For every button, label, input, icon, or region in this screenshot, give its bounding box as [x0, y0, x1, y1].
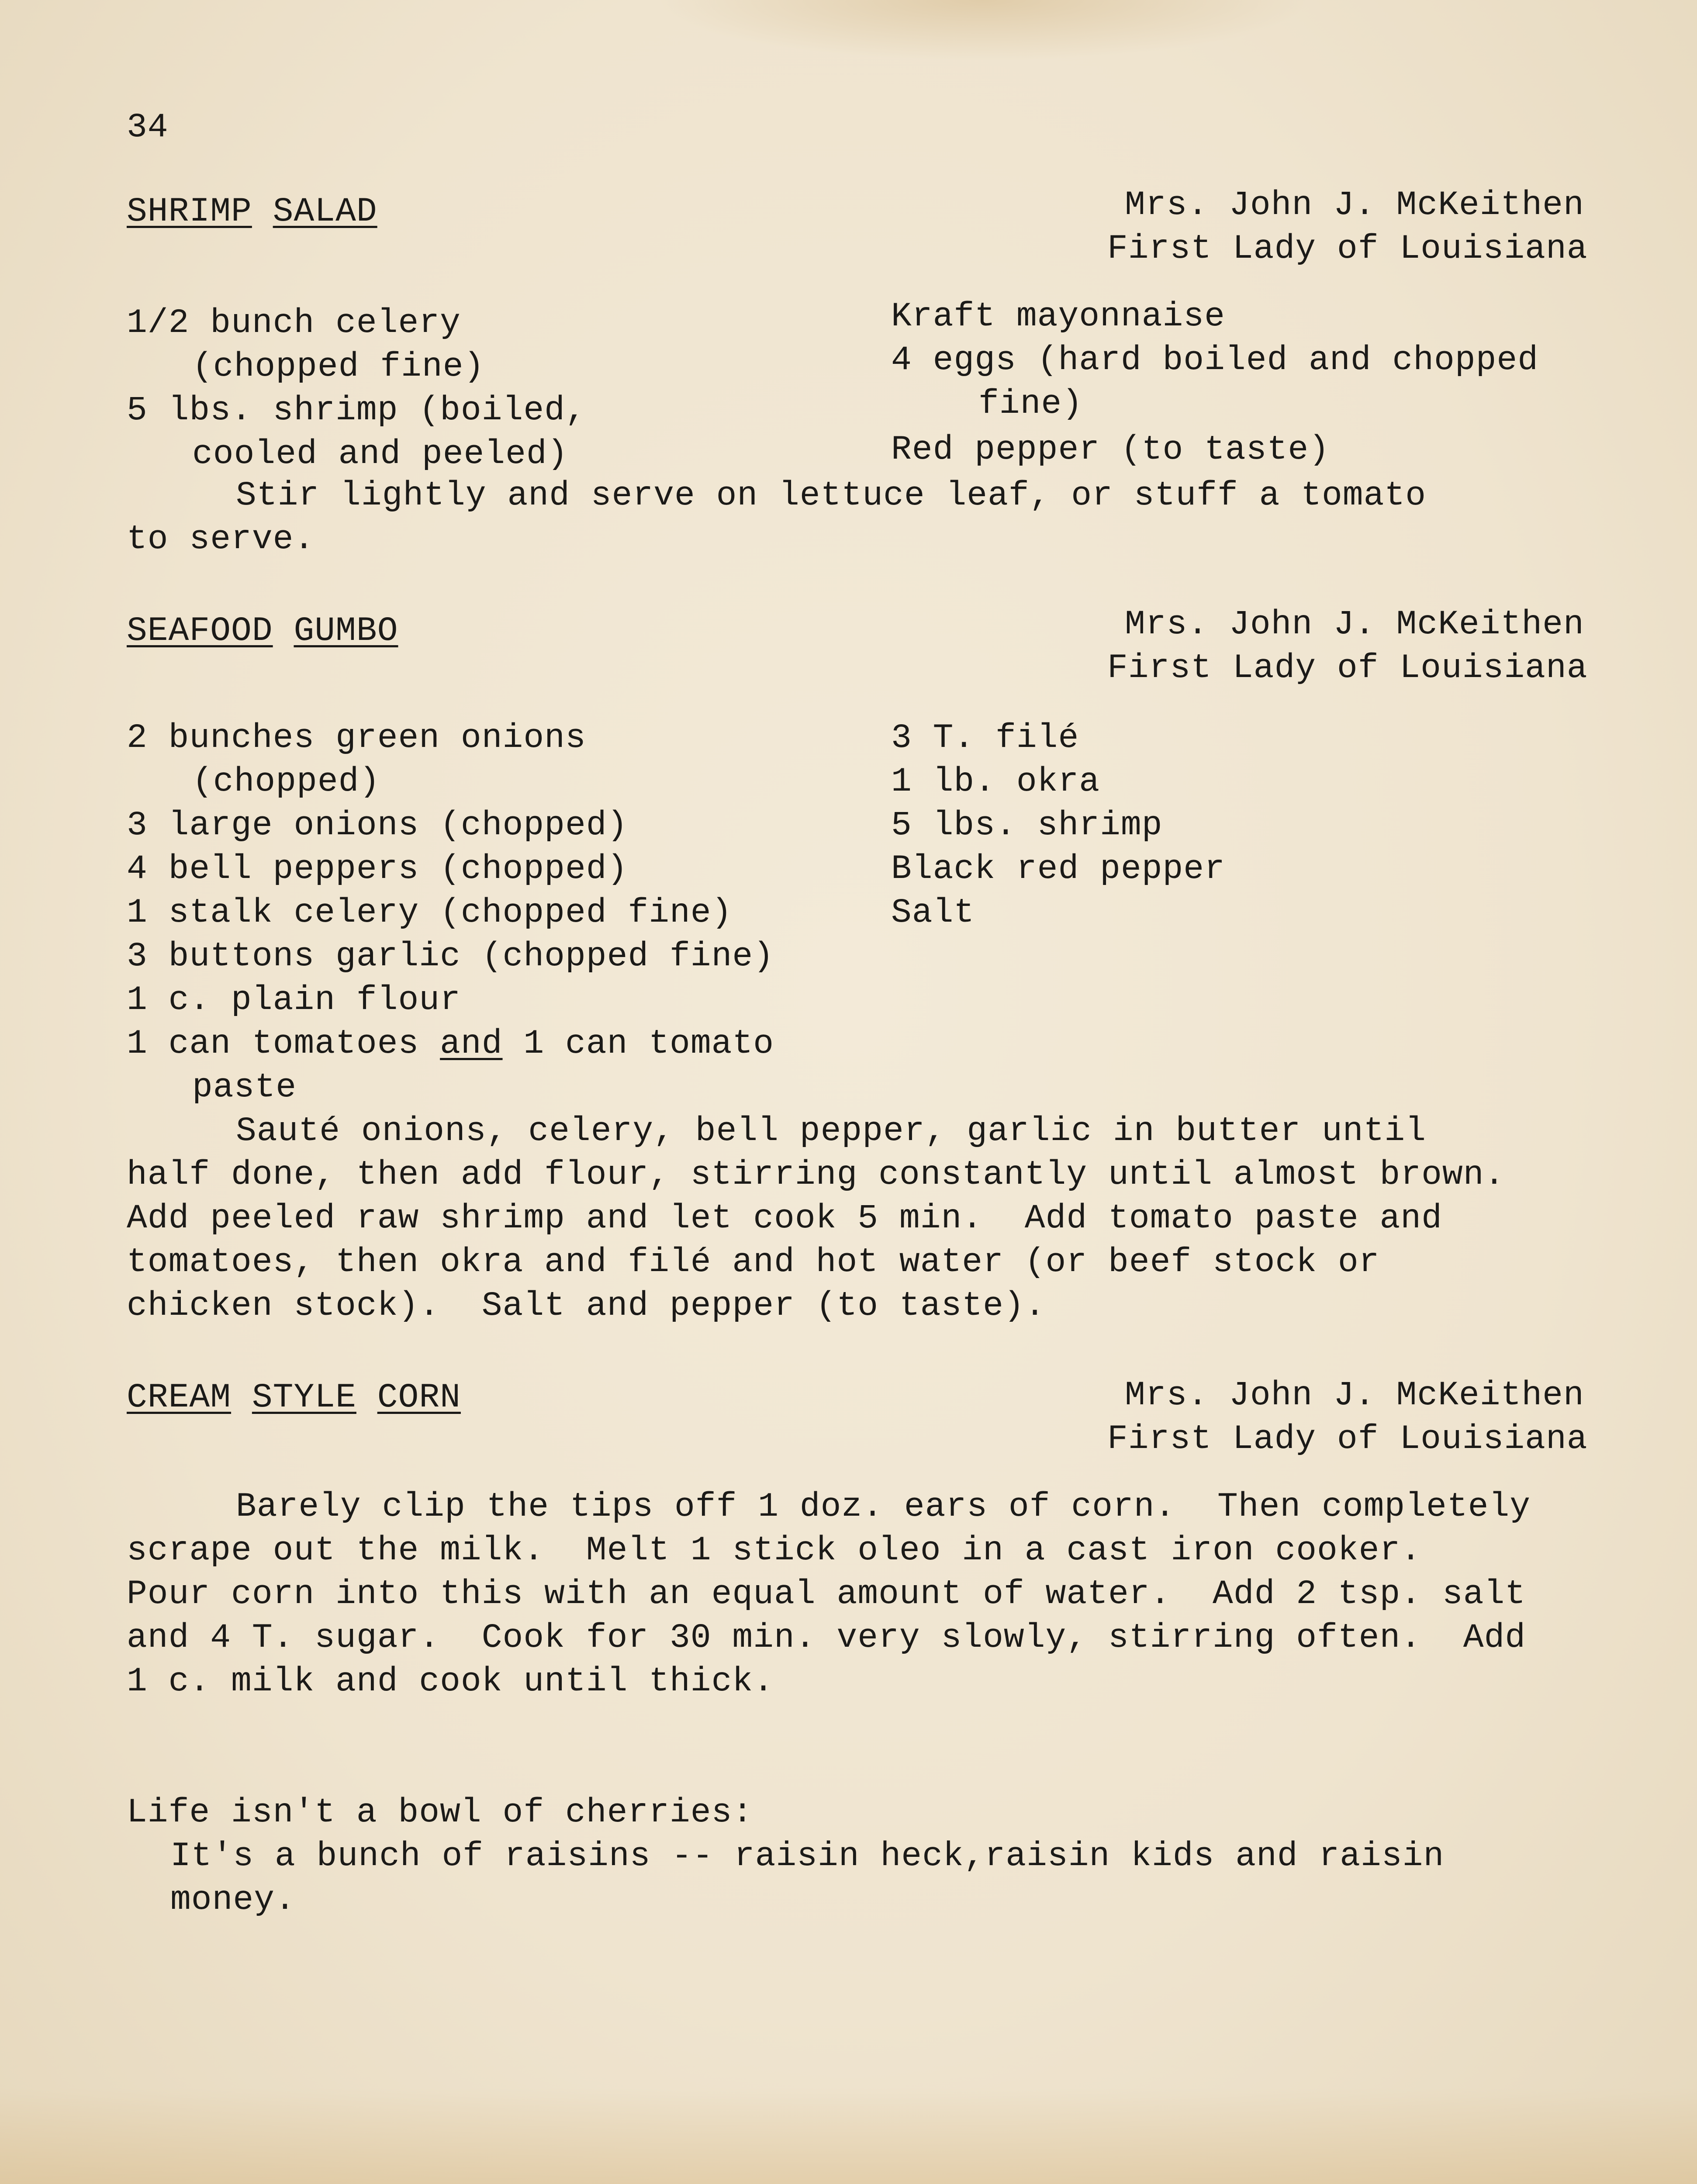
ingredient: fine)	[978, 385, 1083, 423]
ingredient: cooled and peeled)	[192, 435, 568, 473]
direction-line: tomatoes, then okra and filé and hot water (or beef stock or	[127, 1243, 1380, 1282]
recipe-title	[127, 1376, 461, 1420]
title-word: STYLE	[252, 1379, 356, 1417]
ingredient: 1 lb. okra	[891, 763, 1100, 801]
ingredient: 4 eggs (hard boiled and chopped	[891, 341, 1539, 380]
recipe-author-title: First Lady of Louisiana	[1107, 649, 1588, 688]
ingredient: 1 c. plain flour	[127, 981, 461, 1019]
title-word: GUMBO	[294, 612, 398, 650]
direction-line: Barely clip the tips off 1 doz. ears of corn. Then completely	[236, 1488, 1531, 1526]
ingredient: paste	[192, 1068, 297, 1107]
ingredient: (chopped fine)	[192, 348, 485, 386]
title-word: CORN	[377, 1379, 461, 1417]
direction-line: 1 c. milk and cook until thick.	[127, 1662, 774, 1701]
ingredient: 3 T. filé	[891, 719, 1079, 757]
title-word: SALAD	[273, 193, 377, 231]
ingredient: 1 can tomatoes and 1 can tomato	[127, 1025, 774, 1063]
ingredient: (chopped)	[192, 763, 380, 801]
ingredient: Red pepper (to taste)	[891, 431, 1330, 469]
ingredient: 3 large onions (chopped)	[127, 806, 628, 845]
direction-line: half done, then add flour, stirring constantly until almost brown.	[127, 1156, 1505, 1194]
direction-line: Stir lightly and serve on lettuce leaf, or stuff a tomato	[236, 477, 1427, 515]
title-word: CREAM	[127, 1379, 232, 1417]
recipe-title	[127, 190, 377, 234]
recipe-author: Mrs. John J. McKeithen	[1125, 605, 1584, 644]
paper-stain	[0, 2088, 1697, 2184]
direction-line: scrape out the milk. Melt 1 stick oleo in a cast iron cooker.	[127, 1531, 1422, 1570]
ingredient: Black red pepper	[891, 850, 1225, 888]
direction-line: and 4 T. sugar. Cook for 30 min. very slowly, stirring often. Add	[127, 1619, 1526, 1657]
direction-line: Add peeled raw shrimp and let cook 5 min. Add tomato paste and	[127, 1199, 1442, 1238]
recipe-author-title: First Lady of Louisiana	[1107, 230, 1588, 268]
ingredient: 1/2 bunch celery	[127, 304, 461, 342]
recipe-author: Mrs. John J. McKeithen	[1125, 186, 1584, 225]
recipe-author-title: First Lady of Louisiana	[1107, 1420, 1588, 1458]
title-word: SHRIMP	[127, 193, 252, 231]
ingredient: 2 bunches green onions	[127, 719, 586, 757]
ingredient: 3 buttons garlic (chopped fine)	[127, 937, 774, 976]
page-number: 34	[127, 108, 169, 147]
ingredient: Salt	[891, 894, 975, 932]
recipe-title	[127, 609, 398, 653]
ingredient: 5 lbs. shrimp	[891, 806, 1163, 845]
title-word: SEAFOOD	[127, 612, 273, 650]
paper-stain	[655, 0, 1310, 61]
quote-line: It's a bunch of raisins -- raisin heck,raisin kids and raisin	[170, 1837, 1445, 1876]
direction-line: Sauté onions, celery, bell pepper, garlic in butter until	[236, 1112, 1427, 1151]
recipe-author: Mrs. John J. McKeithen	[1125, 1376, 1584, 1415]
ingredient: 1 stalk celery (chopped fine)	[127, 894, 733, 932]
direction-line: to serve.	[127, 520, 315, 559]
underlined-word: and	[440, 1025, 503, 1063]
direction-line: chicken stock). Salt and pepper (to taste).	[127, 1287, 1046, 1325]
direction-line: Pour corn into this with an equal amount of water. Add 2 tsp. salt	[127, 1575, 1526, 1614]
quote-line: Life isn't a bowl of cherries:	[127, 1794, 753, 1832]
ingredient: Kraft mayonnaise	[891, 297, 1225, 336]
ingredient: 5 lbs. shrimp (boiled,	[127, 391, 586, 430]
quote-line: money.	[170, 1881, 296, 1919]
ingredient: 4 bell peppers (chopped)	[127, 850, 628, 888]
